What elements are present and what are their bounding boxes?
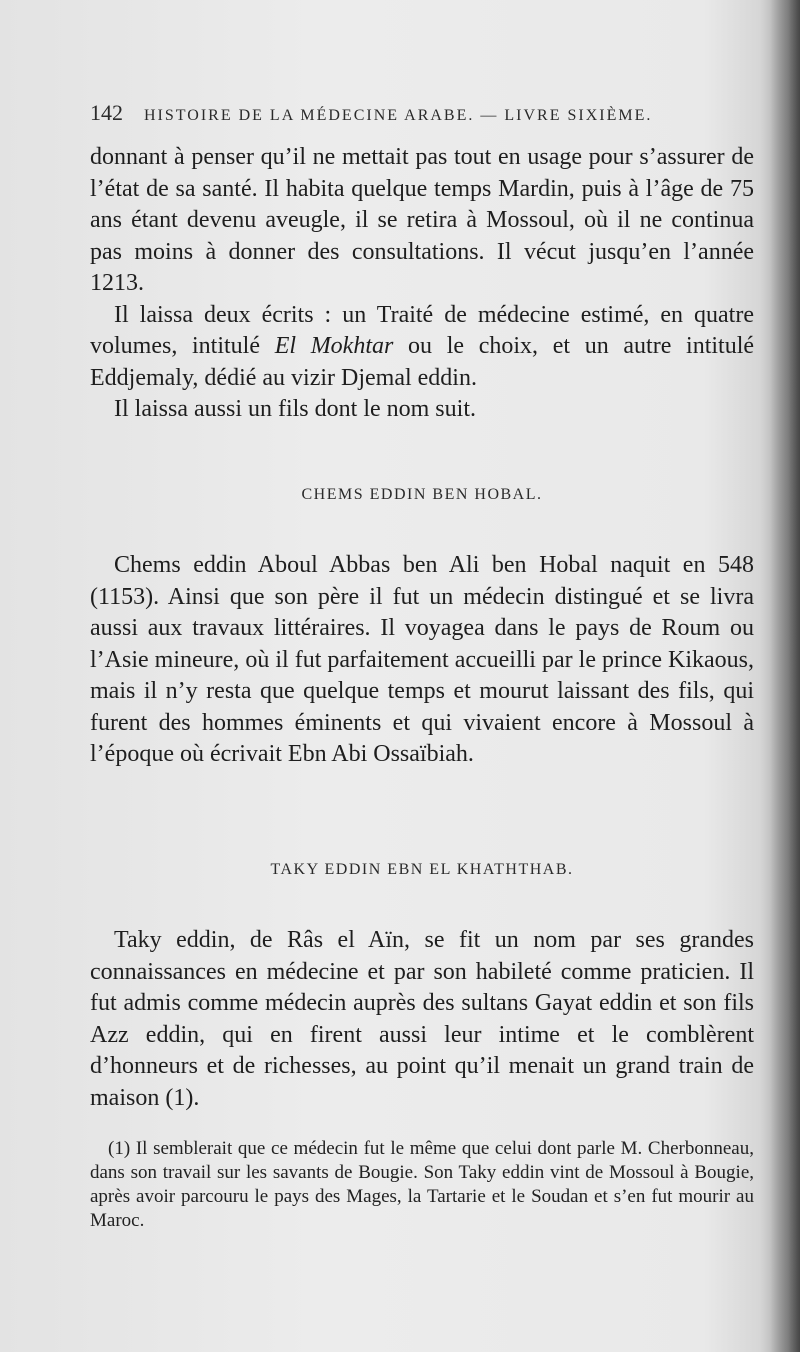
section-heading-taky-eddin: TAKY EDDIN EBN EL KHATHTHAB. [270, 861, 574, 878]
running-title: HISTOIRE DE LA MÉDECINE ARABE. — LIVRE SIXIÈME. [144, 107, 653, 124]
paragraph-taky-eddin: Taky eddin, de Râs el Aïn, se fit un nom par ses grandes connaissances en médecine et par son habileté comme praticien. Il fut admis comme médecin auprès des sultans Gayat eddin et son fils Azz eddin, qui en firent aussi leur intime et le comblèrent d’honneurs et de richesses, au point qu’il menait un grand train de maison (1). [90, 927, 754, 1111]
paragraph-continued: donnant à penser qu’il ne mettait pas tout en usage pour s’assurer de l’état de sa santé. Il habita quelque temps Mardin, puis à l’âge de 75 ans étant devenu aveugle, il se retira à Mossoul, où il ne continua pas moins à donner des consultations. Il vécut jusqu’en l’année 1213. [90, 144, 754, 296]
section-el-mokhtar-author [90, 142, 754, 426]
paragraph-son: Il laissa aussi un fils dont le nom suit. [114, 396, 476, 422]
section-taky-eddin [90, 925, 754, 1114]
book-title-el-mokhtar: El Mokhtar [274, 333, 394, 359]
paragraph-writings-start: Il laissa deux écrits : un Traité de médecine estimé, en quatre volumes, intitulé [90, 301, 754, 359]
section-heading-chems-eddin: CHEMS EDDIN BEN HOBAL. [301, 486, 543, 503]
footnote [90, 1137, 754, 1233]
page-edge-shadow [770, 0, 800, 1352]
paragraph-writings [90, 300, 754, 395]
paragraph-writings-end: ou le choix, et un autre intitulé Eddjemaly, dédié au vizir Djemal eddin. [90, 333, 755, 391]
paragraph-chems-eddin: Chems eddin Aboul Abbas ben Ali ben Hobal naquit en 548 (1153). Ainsi que son père il fut un médecin distingué et se livra aussi aux travaux littéraires. Il voyagea dans le pays de Roum ou l’Asie mineure, où il fut parfaitement accueilli par le prince Kikaous, mais il n’y resta que quelque temps et mourut laissant des fils, qui furent des hommes éminents et qui vivaient encore à Mossoul à l’époque où écrivait Ebn Abi Ossaïbiah. [90, 552, 754, 767]
footnote-text: (1) Il semblerait que ce médecin fut le même que celui dont parle M. Cherbonneau, dans son travail sur les savants de Bougie. Son Taky eddin vint de Mossoul à Bougie, après avoir parcouru le pays des Mages, la Tartarie et le Soudan et s’en fut mourir au Maroc. [90, 1138, 754, 1231]
section-chems-eddin [90, 550, 754, 771]
running-head [90, 100, 710, 126]
page-number: 142 [90, 100, 123, 125]
